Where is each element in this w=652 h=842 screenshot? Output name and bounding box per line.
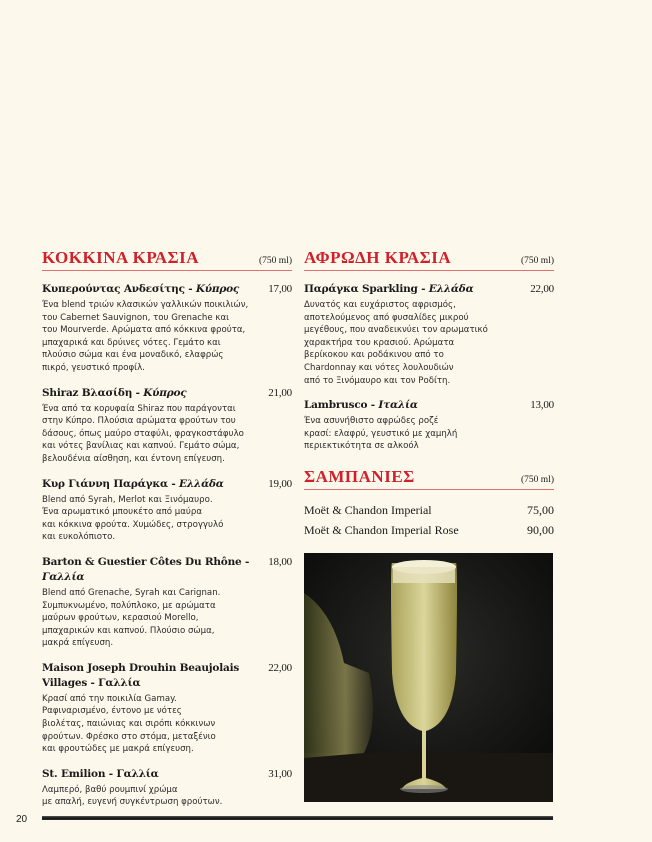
champagne-item xyxy=(304,520,554,540)
champagne-name: Moët & Chandon Imperial xyxy=(304,502,432,517)
red-wines-section xyxy=(42,248,292,809)
wine-price: 31,00 xyxy=(268,767,292,780)
wine-price: 21,00 xyxy=(268,386,292,399)
footer-rule xyxy=(42,816,553,820)
section-volume: (750 ml) xyxy=(259,256,292,266)
wine-name xyxy=(42,282,239,297)
wine-price: 22,00 xyxy=(268,661,292,674)
wine-price: 13,00 xyxy=(530,399,554,412)
section-volume: (750 ml) xyxy=(521,256,554,266)
wine-title: St. Emilion - Γαλλία xyxy=(42,767,159,780)
section-title: ΚΟΚΚΙΝΑ ΚΡΑΣΙΑ xyxy=(42,248,200,267)
wine-item xyxy=(42,477,292,544)
wine-item xyxy=(42,282,292,375)
wine-item xyxy=(42,386,292,466)
wine-item xyxy=(42,767,292,809)
section-header xyxy=(42,248,292,271)
section-header xyxy=(304,248,554,271)
wine-description: Λαμπερό, βαθύ ρουμπινί χρώμα με απαλή, ευγενή συγκέντρωση φρούτων. xyxy=(42,784,223,808)
wine-name xyxy=(42,767,159,782)
wine-price: 19,00 xyxy=(268,477,292,490)
wine-description: Ένα blend τριών κλασικών γαλλικών ποικιλιών, του Cabernet Sauvignon, του Grenache και του Mourverde. Αρώματα από κόκκινα φρούτα, μπαχαρικά και δρύινες νότες. Γεμάτο και πλούσιο σώμα και ένα μοναδικό, ελαφρώς πικρό, γευστικό προφίλ. xyxy=(42,300,249,373)
champagne-name: Moët & Chandon Imperial Rose xyxy=(304,522,459,537)
wine-name xyxy=(42,555,257,585)
wine-title: Παράγκα Sparkling - xyxy=(304,283,429,295)
page-number: 20 xyxy=(16,814,28,825)
wine-description: Blend από Syrah, Merlot και Ξινόμαυρο. Ένα αρωματικό μπουκέτο από μαύρα και κόκκινα φρούτα. Χυμώδες, στρογγυλό και ευκολόπιοτο. xyxy=(42,494,224,543)
wine-name xyxy=(42,386,187,401)
wine-description: Ένα από τα κορυφαία Shiraz που παράγονται στην Κύπρο. Πλούσια αρώματα φρούτων του δάσους, όπως μαύρο σταφύλι, φραγκοστάφυλο και νότες βανίλιας και καπνού. Γεμάτο σώμα, βελουδένια αίσθηση, και έντονη επίγευση. xyxy=(42,403,244,464)
right-column xyxy=(304,248,554,802)
wine-item xyxy=(42,661,292,756)
wine-item xyxy=(304,282,554,387)
wine-origin: Ελλάδα xyxy=(178,477,224,490)
wine-description: Κρασί από την ποικιλία Gamay. Ραφιναρισμένο, έντονο με νότες βιολέτας, παιώνιας και σιρόπι κόκκινων φρούτων. Φρέσκο στο στόμα, μεταξένιο και φρουτώδες με μακρά επίγευση. xyxy=(42,693,216,755)
wine-item xyxy=(42,555,292,650)
wine-item xyxy=(304,398,554,453)
section-volume: (750 ml) xyxy=(521,474,554,485)
wine-origin: Ιταλία xyxy=(378,399,418,412)
section-title: ΣΑΜΠΑΝΙΕΣ xyxy=(304,466,415,486)
wine-title: Lambrusco - xyxy=(304,399,379,412)
wine-description: Ένα ασυνήθιστο αφρώδες ροζέ κρασί: ελαφρύ, γευστικό με χαμηλή περιεκτικότητα σε αλκοόλ xyxy=(304,416,458,452)
wine-price: 17,00 xyxy=(268,283,292,295)
champagne-item xyxy=(304,500,554,520)
champagnes-section xyxy=(304,467,554,540)
wine-price: 18,00 xyxy=(268,555,292,568)
wine-title: Κυπερούντας Ανδεσίτης - xyxy=(42,283,196,295)
sparkling-wines-section xyxy=(304,248,554,453)
section-header xyxy=(304,467,554,490)
wine-name xyxy=(42,661,257,691)
wine-title: Κυρ Γιάννη Παράγκα - xyxy=(42,477,179,490)
wine-origin: Κύπρος xyxy=(143,386,187,399)
wine-origin: Ελλάδα xyxy=(428,283,474,295)
wine-origin: Κύπρος xyxy=(195,283,240,295)
wine-description: Blend από Grenache, Syrah και Carignan. Συμπυκνωμένο, πολύπλοκο, με αρώματα μαύρων φρούτων, κερασιού Morello, μπαχαρικών και καπνού. Πλούσιο σώμα, μακρά επίγευση. xyxy=(42,587,221,649)
wine-name xyxy=(42,477,224,492)
wine-name xyxy=(304,398,418,413)
wine-title: Maison Joseph Drouhin Beaujolais Villages - Γαλλία xyxy=(42,661,240,689)
wine-name xyxy=(304,282,473,297)
champagne-price: 90,00 xyxy=(527,522,554,537)
wine-description: Δυνατός και ευχάριστος αφρισμός, αποτελούμενος από φυσαλίδες μικρού μεγέθους, που αναδεικνύει τον αρωματικό χαρακτήρα του κρασιού. Αρώματα βερίκοκου και ροδάκινου από το Chardonnay και νότες λουλουδιών από το Ξινόμαυρο και τον Ροδίτη. xyxy=(304,300,488,386)
champagne-price: 75,00 xyxy=(527,502,554,517)
wine-title: Barton & Guestier Côtes Du Rhône - xyxy=(42,555,250,568)
champagne-glass-photo xyxy=(304,553,553,802)
section-title: ΑΦΡΩΔΗ ΚΡΑΣΙΑ xyxy=(304,248,452,267)
wine-title: Shiraz Βλασίδη - xyxy=(42,386,144,399)
wine-price: 22,00 xyxy=(530,283,554,295)
wine-origin: Γαλλία xyxy=(42,570,85,583)
